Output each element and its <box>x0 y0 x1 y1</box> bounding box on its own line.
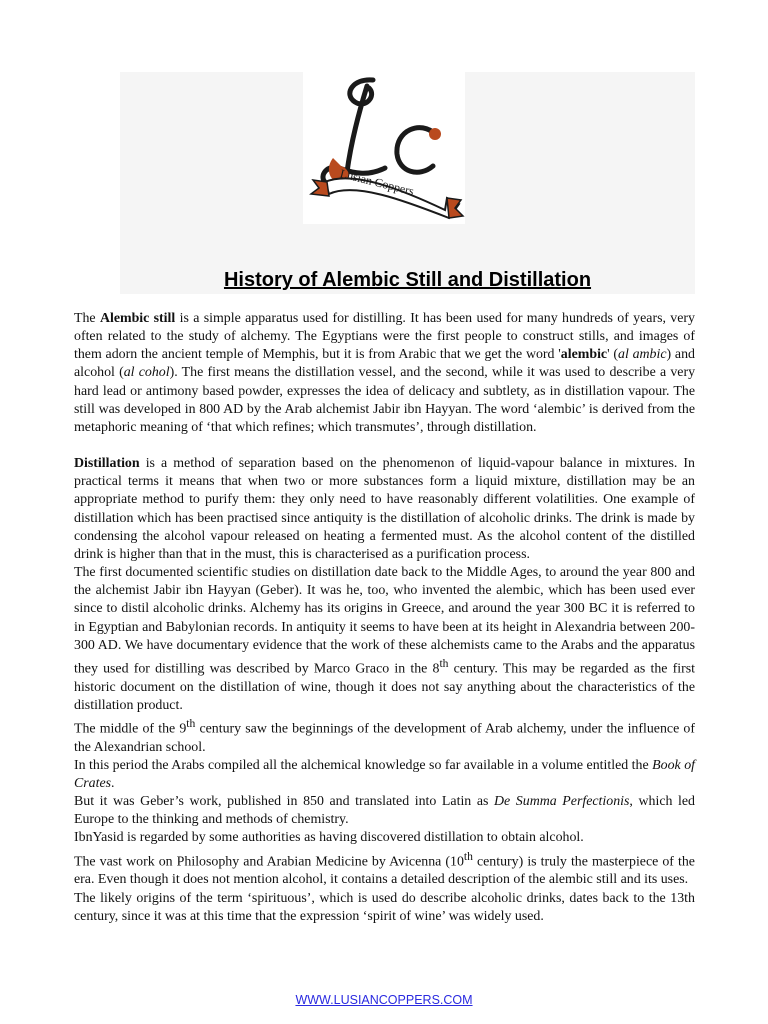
paragraph-ninth-century: The middle of the 9th century saw the beginnings of the development of Arab alchemy, under the influence of the Alexandrian school. <box>74 716 695 755</box>
paragraph-ibnyasid: IbnYasid is regarded by some authorities as having discovered distillation to obtain alcohol. <box>74 830 584 846</box>
logo-banner-text: Lusian Coppers <box>338 166 416 199</box>
lusian-coppers-logo <box>303 72 465 224</box>
page-title: History of Alembic Still and Distillation <box>223 269 592 291</box>
paragraph-alembic: The Alembic still is a simple apparatus used for distilling. It has been used for many hundreds of years, very often related to the study of alchemy. The Egyptians were the first people to construct stills, and images of them adorn the ancient temple of Memphis, but it is from Arabic that we get the word 'alembic' (al ambic) and alcohol (al cohol). The first means the distillation vessel, and the second, while it was used to describe a very hard lead or antimony based powder, expresses the idea of delicacy and subtlety, as in distillation vapour. The still was developed in 800 AD by the Arab alchemist Jabir ibn Hayyan. The word ‘alembic’ is derived from the metaphoric meaning of ‘that which refines; which transmutes’, through distillation. <box>74 311 696 435</box>
paragraph-geber: But it was Geber’s work, published in 850 and translated into Latin as De Summa Perfectionis, which led Europe to the thinking and methods of chemistry. <box>74 794 695 828</box>
paragraph-book-of-crates: In this period the Arabs compiled all the alchemical knowledge so far available in a volume entitled the Book of Crates. <box>74 757 695 791</box>
paragraph-middle-ages: The first documented scientific studies on distillation date back to the Middle Ages, to around the year 800 and the alchemist Jabir ibn Hayyan (Geber). It was he, too, who invented the alembic, which has been used ever since to distil alcoholic drinks. Alchemy has its origins in Greece, and around the year 300 BC it is referred to in Egyptian and Babylonian records. In antiquity it seems to have been at its height in Alexandria between 200-300 AD. We have documentary evidence that the work of these alchemists came to the Arabs and the apparatus they used for distilling was described by Marco Graco in the 8th century. This may be regarded as the first historic document on the distillation of wine, though it does not say anything about the characteristics of the distillation product. <box>74 565 695 713</box>
article-body <box>74 310 695 926</box>
paragraph-avicenna: The vast work on Philosophy and Arabian Medicine by Avicenna (10th century) is truly the masterpiece of the era. Even though it does not mention alcohol, it contains a detailed description of the alembic still and its uses. <box>74 849 695 888</box>
paragraph-spirituous: The likely origins of the term ‘spirituous’, which is used do describe alcoholic drinks, dates back to the 13th century, since it was at this time that the expression ‘spirit of wine’ was widely used. <box>74 890 695 924</box>
paragraph-distillation: Distillation is a method of separation based on the phenomenon of liquid-vapour balance in mixtures. In practical terms it means that when two or more substances form a liquid mixture, distillation may be an appropriate method to purify them: they only need to have reasonably different volatilities. One example of distillation which has been practised since antiquity is the distillation of alcoholic drinks. The drink is made by condensing the alcohol vapour released on heating a fermented must. As the alcohol content of the distilled drink is higher than that in the must, this is characterised as a purification process. <box>74 456 695 562</box>
website-link[interactable]: WWW.LUSIANCOPPERS.COM <box>295 993 473 1007</box>
